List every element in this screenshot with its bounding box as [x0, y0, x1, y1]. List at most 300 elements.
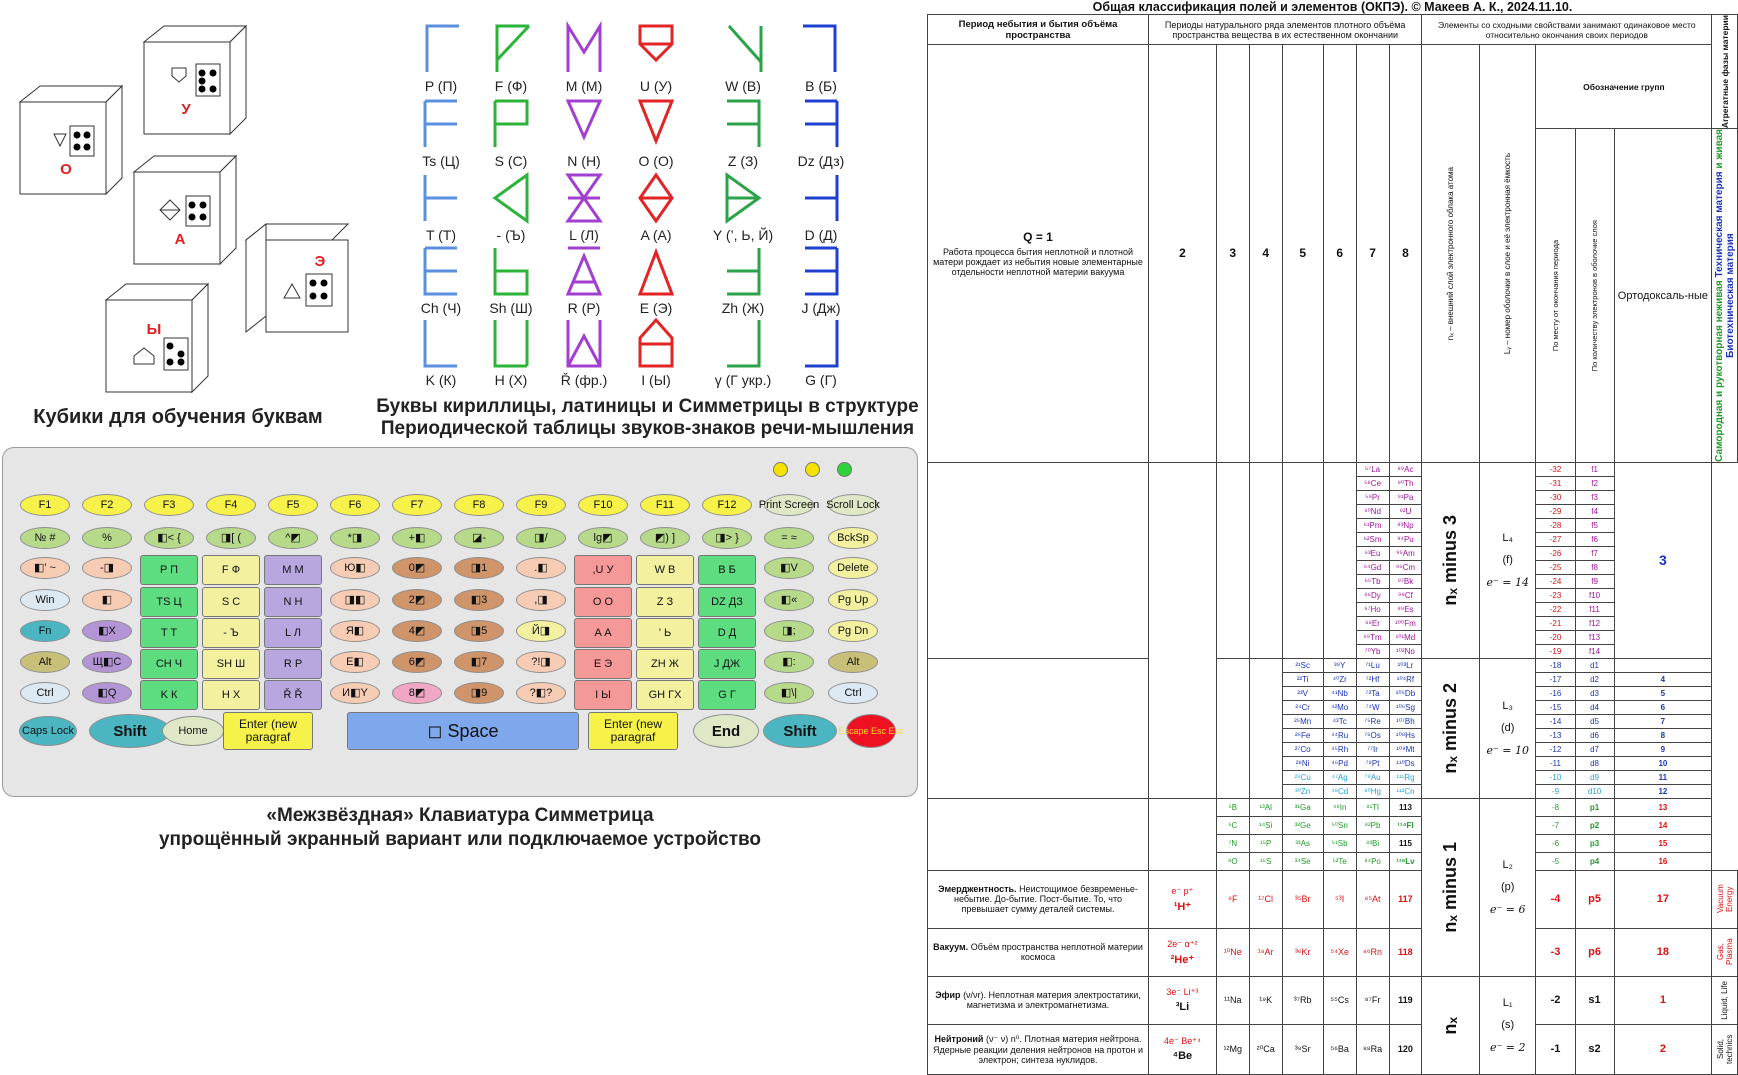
- table-cell: f2: [1575, 476, 1614, 490]
- col-header: 4: [1249, 45, 1282, 463]
- key--[interactable]: ◧«: [764, 589, 814, 611]
- table-cell: ²⁰Ca: [1249, 1024, 1282, 1074]
- symmetrica-glyph-icon: [419, 244, 463, 298]
- key-bcksp[interactable]: BckSp: [828, 527, 878, 549]
- symmetrica-glyph-icon: [419, 97, 463, 151]
- key-t-т[interactable]: T Т: [140, 618, 198, 648]
- table-cell: f7: [1575, 546, 1614, 560]
- symmetrica-glyph-icon: [419, 171, 463, 225]
- group-header: Обозначение групп: [1536, 45, 1712, 129]
- letter-label: S (С): [494, 153, 528, 169]
- key--9[interactable]: ◨9: [454, 682, 504, 704]
- key--[interactable]: ◧' ~: [20, 557, 70, 579]
- letter-glyph: [545, 244, 623, 316]
- letter-glyph: [472, 171, 550, 243]
- letter-glyph: [617, 316, 695, 388]
- symmetrica-glyph-icon: [721, 171, 765, 225]
- table-cell: ¹¹¹Rg: [1389, 770, 1422, 784]
- letter-glyph: [402, 171, 480, 243]
- key--1[interactable]: ◨1: [454, 557, 504, 579]
- key-fn[interactable]: Fn: [20, 620, 70, 642]
- emerg-desc: Эмерджентность. Неистощимое безвременье-небытие. До-бытие. Пост-бытие. То, что превышает сумму деталей системы.: [928, 870, 1149, 928]
- key-lg-[interactable]: lg◩: [578, 527, 628, 549]
- key-m-м[interactable]: M М: [264, 555, 322, 585]
- letter-label: Sh (Ш): [489, 300, 533, 316]
- table-cell: ¹⁰⁰Fm: [1389, 616, 1422, 630]
- table-cell: ³⁸Sr: [1282, 1024, 1323, 1074]
- table-cell: ⁶¹Pm: [1356, 518, 1389, 532]
- table-cell: ⁴⁷Ag: [1323, 770, 1356, 784]
- letters-caption: [375, 396, 920, 440]
- table-cell: s1: [1575, 976, 1614, 1024]
- table-cell: -3: [1536, 928, 1575, 976]
- table-cell: -7: [1536, 816, 1575, 834]
- dice-caption: Кубики для обучения буквам: [33, 406, 323, 428]
- table-cell: ⁶⁶Dy: [1356, 588, 1389, 602]
- table-cell: -6: [1536, 834, 1575, 852]
- key--[interactable]: ◧\|: [764, 682, 814, 704]
- key--[interactable]: ◨> }: [702, 527, 752, 549]
- table-cell: 115: [1389, 834, 1422, 852]
- letter-glyph: [782, 97, 860, 169]
- letter-label: - (Ъ): [496, 227, 526, 243]
- nx3-cell: nₓ minus 3: [1422, 462, 1480, 658]
- table-cell: f4: [1575, 504, 1614, 518]
- key-f7[interactable]: F7: [392, 494, 442, 516]
- key-f4[interactable]: F4: [206, 494, 256, 516]
- table-cell: ⁷⁶Os: [1356, 728, 1389, 742]
- key-r-р[interactable]: R Р: [264, 649, 322, 679]
- empty-cell: [928, 462, 1149, 658]
- neu-elements: 4e⁻ Be⁺⁴ ⁴Be: [1149, 1024, 1217, 1074]
- key-f2[interactable]: F2: [82, 494, 132, 516]
- key--3[interactable]: ◧3: [454, 589, 504, 611]
- key-pg-up[interactable]: Pg Up: [828, 589, 878, 611]
- table-cell: d7: [1575, 742, 1614, 756]
- table-cell: ²⁹Cu: [1282, 770, 1323, 784]
- letter-label: F (Ф): [494, 78, 528, 94]
- key-0-[interactable]: 0◩: [392, 557, 442, 579]
- classification-table: [927, 14, 1738, 1075]
- table-cell: 119: [1389, 976, 1422, 1024]
- table-cell: 8: [1614, 728, 1712, 742]
- key-f11[interactable]: F11: [640, 494, 690, 516]
- key-l-л[interactable]: L Л: [264, 618, 322, 648]
- table-cell: f5: [1575, 518, 1614, 532]
- table-cell: ⁹⁵Am: [1389, 546, 1422, 560]
- letter-label: E (Э): [639, 300, 673, 316]
- table-cell: -13: [1536, 728, 1575, 742]
- l3-cell: L₃ (d) e⁻ = 10: [1479, 658, 1536, 798]
- key-pg-dn[interactable]: Pg Dn: [828, 620, 878, 642]
- table-cell: ¹⁰⁹Mt: [1389, 742, 1422, 756]
- letter-label: K (К): [425, 372, 457, 388]
- key--[interactable]: ?◧?: [516, 682, 566, 704]
- letter-glyph: [617, 171, 695, 243]
- table-cell: ²⁶Fe: [1282, 728, 1323, 742]
- key-delete[interactable]: Delete: [828, 557, 878, 579]
- letter-glyph: [402, 244, 480, 316]
- key-k-к[interactable]: K К: [140, 680, 198, 710]
- table-cell: 9: [1614, 742, 1712, 756]
- table-cell: ⁵⁹Pr: [1356, 490, 1389, 504]
- empty-cell: [1323, 462, 1356, 658]
- letter-glyph: [545, 22, 623, 94]
- key-ctrl[interactable]: Ctrl: [20, 682, 70, 704]
- ortho-3: 3: [1614, 462, 1712, 658]
- table-cell: 12: [1614, 784, 1712, 798]
- key--[interactable]: = ≈: [764, 527, 814, 549]
- key-j-дж[interactable]: J ДЖ: [698, 649, 756, 679]
- g-end-header: По месту от окончания периода: [1536, 129, 1575, 463]
- key-и-y[interactable]: И◧Y: [330, 682, 380, 704]
- letter-label: R (Р): [567, 300, 601, 316]
- key-sh-ш[interactable]: SH Ш: [202, 649, 260, 679]
- table-cell: ¹⁹K: [1249, 976, 1282, 1024]
- key--7[interactable]: ◧7: [454, 651, 504, 673]
- table-cell: ⁶⁹Tm: [1356, 630, 1389, 644]
- table-cell: -27: [1536, 532, 1575, 546]
- table-cell: ¹⁰¹Md: [1389, 630, 1422, 644]
- symmetrica-glyph-icon: [721, 316, 765, 370]
- end-key[interactable]: End: [693, 714, 759, 748]
- key-f-ф[interactable]: F Ф: [202, 555, 260, 585]
- table-cell: ⁵³I: [1323, 870, 1356, 928]
- letter-label: A (А): [640, 227, 672, 243]
- table-cell: 17: [1614, 870, 1712, 928]
- key-scroll-lock[interactable]: Scroll Lock: [828, 494, 878, 516]
- key-ts-ц[interactable]: TS Ц: [140, 587, 198, 617]
- die-o: [14, 84, 126, 196]
- key-f8[interactable]: F8: [454, 494, 504, 516]
- key-win[interactable]: Win: [20, 589, 70, 611]
- eth-phase: Liquid, Life: [1712, 976, 1738, 1024]
- col-header: 7: [1356, 45, 1389, 463]
- key-zh-ж[interactable]: ZH Ж: [636, 649, 694, 679]
- table-cell: -1: [1536, 1024, 1575, 1074]
- table-cell: s2: [1575, 1024, 1614, 1074]
- key-s-с[interactable]: S С: [202, 587, 260, 617]
- key--q[interactable]: ◧Q: [82, 682, 132, 704]
- table-cell: ³⁹Y: [1323, 658, 1356, 672]
- key--[interactable]: ◪-: [454, 527, 504, 549]
- table-cell: [1614, 658, 1712, 672]
- key-w-в[interactable]: W В: [636, 555, 694, 585]
- key--[interactable]: ◧:: [764, 651, 814, 673]
- table-cell: p3: [1575, 834, 1614, 852]
- letters-caption-line-1: Буквы кириллицы, латиницы и Симметрицы в структуре: [376, 396, 919, 417]
- key-alt[interactable]: Alt: [20, 651, 70, 673]
- symmetrica-glyph-icon: [562, 244, 606, 298]
- table-cell: p5: [1575, 870, 1614, 928]
- key--[interactable]: %: [82, 527, 132, 549]
- key--u-у[interactable]: ,U У: [574, 555, 632, 585]
- key-щ-c[interactable]: Щ◧C: [82, 651, 132, 673]
- table-cell: -8: [1536, 798, 1575, 816]
- symmetrica-glyph-icon: [489, 316, 533, 370]
- key--x[interactable]: ◧X: [82, 620, 132, 642]
- key--ъ[interactable]: - Ъ: [202, 618, 260, 648]
- table-cell: ⁹²U: [1389, 504, 1422, 518]
- table-cell: 7: [1614, 714, 1712, 728]
- l2-cell: L₂ (p) e⁻ = 6: [1479, 798, 1536, 976]
- key-я-[interactable]: Я◧: [330, 620, 380, 642]
- key-й-[interactable]: Й◨: [516, 620, 566, 642]
- table-cell: ¹⁰⁷Bh: [1389, 714, 1422, 728]
- key-f12[interactable]: F12: [702, 494, 752, 516]
- table-cell: -28: [1536, 518, 1575, 532]
- letter-glyph: [545, 316, 623, 388]
- letter-glyph: [782, 316, 860, 388]
- key--[interactable]: ◨◧: [330, 589, 380, 611]
- table-cell: ⁷¹Lu: [1356, 658, 1389, 672]
- enter-key[interactable]: Enter (new paragraf: [223, 712, 313, 750]
- nx1-cell: nₓ minus 1: [1422, 798, 1480, 976]
- key-g-г[interactable]: G Г: [698, 680, 756, 710]
- symmetrica-glyph-icon: [799, 244, 843, 298]
- table-cell: ⁴¹Nb: [1323, 686, 1356, 700]
- key-z-з[interactable]: Z З: [636, 587, 694, 617]
- table-cell: ²¹Sc: [1282, 658, 1323, 672]
- table-cell: ¹⁷Cl: [1249, 870, 1282, 928]
- table-cell: -10: [1536, 770, 1575, 784]
- key-i-ы[interactable]: I Ы: [574, 680, 632, 710]
- table-cell: d2: [1575, 672, 1614, 686]
- key-b-б[interactable]: B Б: [698, 555, 756, 585]
- key-е-[interactable]: Е◧: [330, 651, 380, 673]
- die-e: [240, 222, 352, 334]
- table-cell: f11: [1575, 602, 1614, 616]
- shift-key[interactable]: Shift: [89, 714, 171, 748]
- letter-label: Y (’, Ь, Й): [712, 227, 774, 243]
- table-cell: d10: [1575, 784, 1614, 798]
- key-dz-дз[interactable]: DZ ДЗ: [698, 587, 756, 617]
- header-periods: Периоды натурального ряда элементов плотного объёма пространства вещества в их естественном окончании: [1149, 15, 1422, 45]
- key-e-э[interactable]: E Э: [574, 649, 632, 679]
- table-cell: f6: [1575, 532, 1614, 546]
- letter-glyph: [782, 171, 860, 243]
- letter-glyph: [704, 244, 782, 316]
- key--[interactable]: ?!◨: [516, 651, 566, 673]
- table-cell: -9: [1536, 784, 1575, 798]
- key--[interactable]: ◨;: [764, 620, 814, 642]
- vac-phase: Gas, Plasma: [1712, 928, 1738, 976]
- table-cell: ³⁴Se: [1282, 852, 1323, 870]
- table-cell: 15: [1614, 834, 1712, 852]
- table-cell: ⁹⁸Cf: [1389, 588, 1422, 602]
- table-cell: -2: [1536, 976, 1575, 1024]
- key--[interactable]: Ř Ř: [264, 680, 322, 710]
- key--[interactable]: .◧: [516, 557, 566, 579]
- letter-label: Zh (Ж): [721, 300, 765, 316]
- key-a-а[interactable]: A А: [574, 618, 632, 648]
- key-f5[interactable]: F5: [268, 494, 318, 516]
- table-cell: ¹¹²Cn: [1389, 784, 1422, 798]
- letter-glyph: [782, 244, 860, 316]
- letter-glyph: [704, 316, 782, 388]
- key-p-п[interactable]: P П: [140, 555, 198, 585]
- letter-label: H (Х): [494, 372, 528, 388]
- table-cell: ¹⁰⁵Db: [1389, 686, 1422, 700]
- home-key[interactable]: Home: [162, 716, 224, 746]
- table-cell: ¹⁰⁴Rf: [1389, 672, 1422, 686]
- table-cell: ²⁸Ni: [1282, 756, 1323, 770]
- keyboard-caption: [40, 804, 880, 852]
- letter-glyph: [704, 22, 782, 94]
- letter-label: G (Г): [805, 372, 837, 388]
- table-cell: d9: [1575, 770, 1614, 784]
- table-cell: ¹³Al: [1249, 798, 1282, 816]
- symmetrica-glyph-icon: [634, 22, 678, 76]
- die-y: [100, 282, 212, 394]
- table-cell: d8: [1575, 756, 1614, 770]
- key-gh-гх[interactable]: GH ГХ: [636, 680, 694, 710]
- key-print-screen[interactable]: Print Screen: [764, 494, 814, 516]
- table-cell: ¹²Mg: [1216, 1024, 1249, 1074]
- table-cell: 118: [1389, 928, 1422, 976]
- key--[interactable]: -◨: [82, 557, 132, 579]
- table-cell: -11: [1536, 756, 1575, 770]
- table-cell: ¹⁴Si: [1249, 816, 1282, 834]
- table-cell: 6: [1614, 700, 1712, 714]
- caps-lock-key[interactable]: Caps Lock: [19, 716, 77, 746]
- table-cell: ⁴⁸Cd: [1323, 784, 1356, 798]
- key-f10[interactable]: F10: [578, 494, 628, 516]
- table-cell: ¹⁰⁶Sg: [1389, 700, 1422, 714]
- empty-cell: [1249, 462, 1282, 658]
- nx-label-cell: nₓ – внешний слой электронного облака атома: [1422, 45, 1480, 463]
- key--[interactable]: ◩) ]: [640, 527, 690, 549]
- table-cell: ⁴⁶Pd: [1323, 756, 1356, 770]
- symmetrica-glyph-icon: [489, 97, 533, 151]
- table-cell: ⁹³Np: [1389, 518, 1422, 532]
- letter-glyph: [704, 97, 782, 169]
- letter-glyph: [617, 22, 695, 94]
- key--v[interactable]: ◧V: [764, 557, 814, 579]
- key-n-н[interactable]: N Н: [264, 587, 322, 617]
- key-ю-[interactable]: Ю◧: [330, 557, 380, 579]
- table-cell: -22: [1536, 602, 1575, 616]
- key-f6[interactable]: F6: [330, 494, 380, 516]
- letter-label: Z (З): [727, 153, 759, 169]
- key-f1[interactable]: F1: [20, 494, 70, 516]
- key-o-о[interactable]: O О: [574, 587, 632, 617]
- eth-elements: 3e⁻ Li⁺³ ³Li: [1149, 976, 1217, 1024]
- table-cell: ³²Ge: [1282, 816, 1323, 834]
- key--ь[interactable]: ' Ь: [636, 618, 694, 648]
- emerg-phase: Vacuum Energy: [1712, 870, 1738, 928]
- table-cell: d4: [1575, 700, 1614, 714]
- key-ch-ч[interactable]: CH Ч: [140, 649, 198, 679]
- shift-key[interactable]: Shift: [763, 714, 837, 748]
- key--[interactable]: ^◩: [268, 527, 318, 549]
- key-2-[interactable]: 2◩: [392, 589, 442, 611]
- enter-key[interactable]: Enter (new paragraf: [588, 712, 678, 750]
- neu-phase: Solid, technics: [1712, 1024, 1738, 1074]
- table-cell: ⁵⁴Xe: [1323, 928, 1356, 976]
- table-cell: ⁶C: [1216, 816, 1249, 834]
- letter-label: U (У): [639, 78, 673, 94]
- empty-cell: [1216, 462, 1249, 658]
- table-cell: f12: [1575, 616, 1614, 630]
- symmetrica-glyph-icon: [799, 97, 843, 151]
- table-cell: ⁵⁰Sn: [1323, 816, 1356, 834]
- key-d-д[interactable]: D Д: [698, 618, 756, 648]
- key--[interactable]: *◨: [330, 527, 380, 549]
- table-cell: d6: [1575, 728, 1614, 742]
- table-cell: ¹⁰³Lr: [1389, 658, 1422, 672]
- table-cell: ³³As: [1282, 834, 1323, 852]
- table-cell: ²⁵Mn: [1282, 714, 1323, 728]
- key--[interactable]: № #: [20, 527, 70, 549]
- space-key[interactable]: ◻ Space: [347, 712, 579, 750]
- letter-label: I (Ы): [641, 372, 671, 388]
- table-cell: ¹⁰Ne: [1216, 928, 1249, 976]
- key-f9[interactable]: F9: [516, 494, 566, 516]
- table-cell: p4: [1575, 852, 1614, 870]
- key--[interactable]: ◨/: [516, 527, 566, 549]
- key--[interactable]: ◧: [82, 589, 132, 611]
- table-cell: ⁵⁵Cs: [1323, 976, 1356, 1024]
- g-count-header: По количеству электронов в оболочке слоя: [1575, 129, 1614, 463]
- q1-title: Q = 1: [1023, 229, 1053, 244]
- key-f3[interactable]: F3: [144, 494, 194, 516]
- table-cell: ¹⁵P: [1249, 834, 1282, 852]
- key--[interactable]: +◧: [392, 527, 442, 549]
- die-letter: Э: [314, 253, 326, 270]
- table-cell: ⁷³Ta: [1356, 686, 1389, 700]
- table-cell: ⁹¹Pa: [1389, 490, 1422, 504]
- table-cell: ¹⁰²No: [1389, 644, 1422, 658]
- table-cell: ⁸⁰Hg: [1356, 784, 1389, 798]
- table-cell: d3: [1575, 686, 1614, 700]
- letter-glyph: [402, 22, 480, 94]
- table-cell: ⁴⁵Rh: [1323, 742, 1356, 756]
- key-4-[interactable]: 4◩: [392, 620, 442, 642]
- key--5[interactable]: ◨5: [454, 620, 504, 642]
- letter-glyph: [545, 171, 623, 243]
- letter-glyph: [545, 97, 623, 169]
- table-cell: -31: [1536, 476, 1575, 490]
- key-8-[interactable]: 8◩: [392, 682, 442, 704]
- table-cell: -32: [1536, 462, 1575, 476]
- table-cell: -18: [1536, 658, 1575, 672]
- key--[interactable]: ,◨: [516, 589, 566, 611]
- key-h-х[interactable]: H Х: [202, 680, 260, 710]
- key-6-[interactable]: 6◩: [392, 651, 442, 673]
- symmetrica-keyboard: [2, 447, 918, 797]
- table-cell: ⁵⁸Ce: [1356, 476, 1389, 490]
- key-ctrl[interactable]: Ctrl: [828, 682, 878, 704]
- letter-label: Ř (фр.): [560, 372, 608, 388]
- letter-label: O (О): [638, 153, 674, 169]
- table-cell: ⁷⁵Re: [1356, 714, 1389, 728]
- table-cell: ⁹⁶Cm: [1389, 560, 1422, 574]
- table-cell: ⁴⁴Ru: [1323, 728, 1356, 742]
- table-cell: ⁹F: [1216, 870, 1249, 928]
- col-header: 6: [1323, 45, 1356, 463]
- table-cell: -24: [1536, 574, 1575, 588]
- symmetrica-glyph-icon: [799, 316, 843, 370]
- table-cell: ³⁰Zn: [1282, 784, 1323, 798]
- key--[interactable]: ◨[ (: [206, 527, 256, 549]
- table-cell: ⁴²Mo: [1323, 700, 1356, 714]
- key--[interactable]: ◧< {: [144, 527, 194, 549]
- escape-key[interactable]: Escape Esc Esc: [846, 714, 896, 748]
- table-cell: f8: [1575, 560, 1614, 574]
- key-alt[interactable]: Alt: [828, 651, 878, 673]
- table-cell: ⁵²Te: [1323, 852, 1356, 870]
